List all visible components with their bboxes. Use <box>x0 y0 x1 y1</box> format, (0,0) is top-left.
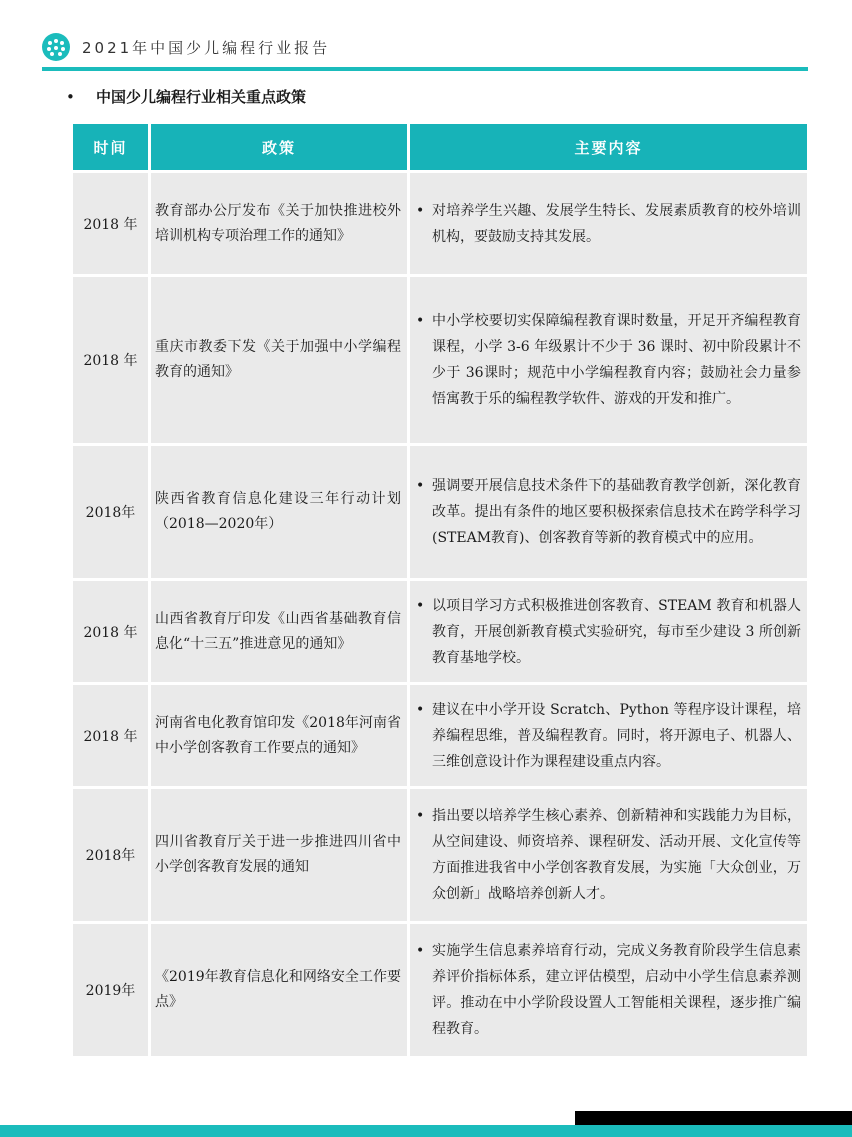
footer-black-bar <box>575 1111 852 1125</box>
row-content <box>410 685 807 786</box>
table-row <box>73 581 807 682</box>
table-header-row <box>73 124 807 170</box>
page-header <box>0 0 852 76</box>
section-title <box>66 86 306 107</box>
section-title-text: 中国少儿编程行业相关重点政策 <box>96 88 307 106</box>
table-row <box>73 173 807 274</box>
row-content <box>410 581 807 682</box>
table-row <box>73 685 807 786</box>
row-policy: 四川省教育厅关于进一步推进四川省中小学创客教育发展的通知 <box>151 789 407 921</box>
list-bullet: • <box>416 943 425 959</box>
row-year: 2018 年 <box>73 173 148 274</box>
row-policy: 《2019年教育信息化和网络安全工作要点》 <box>151 924 407 1056</box>
row-content <box>410 173 807 274</box>
row-content-text: 中小学校要切实保障编程教育课时数量，开足开齐编程教育课程，小学 3-6 年级累计不少于 36 课时、初中阶段累计不少于 36课时；规范中小学编程教育内容；鼓励社会力量参悟寓教于乐的编程教学软件、游戏的开发和推广。 <box>432 313 801 407</box>
report-title: 2021年中国少儿编程行业报告 <box>82 39 331 57</box>
row-year: 2019年 <box>73 924 148 1056</box>
row-content-text: 对培养学生兴趣、发展学生特长、发展素质教育的校外培训机构，要鼓励支持其发展。 <box>432 202 801 245</box>
row-year: 2018年 <box>73 446 148 578</box>
row-year: 2018 年 <box>73 685 148 786</box>
list-bullet: • <box>416 808 425 824</box>
row-content <box>410 277 807 443</box>
footer-teal-bar <box>0 1125 852 1137</box>
table-row <box>73 277 807 443</box>
table-row <box>73 446 807 578</box>
row-content-text: 实施学生信息素养培育行动，完成义务教育阶段学生信息素养评价指标体系，建立评估模型，启动中小学生信息素养测评。推动在中小学阶段设置人工智能相关课程，逐步推广编程教育。 <box>432 943 801 1037</box>
row-content-text: 建议在中小学开设 Scratch、Python 等程序设计课程，培养编程思维，普及编程教育。同时，将开源电子、机器人、三维创意设计作为课程建设重点内容。 <box>432 701 801 770</box>
column-header-content: 主要内容 <box>410 124 807 170</box>
row-policy: 陕西省教育信息化建设三年行动计划（2018—2020年） <box>151 446 407 578</box>
row-content <box>410 446 807 578</box>
table-row <box>73 924 807 1056</box>
row-policy: 河南省电化教育馆印发《2018年河南省中小学创客教育工作要点的通知》 <box>151 685 407 786</box>
list-bullet: • <box>416 202 425 219</box>
row-content-text: 指出要以培养学生核心素养、创新精神和实践能力为目标，从空间建设、师资培养、课程研发、活动开展、文化宣传等方面推进我省中小学创客教育发展，为实施「大众创业，万众创新」战略培养创新人才。 <box>432 808 801 902</box>
list-bullet: • <box>416 597 425 614</box>
column-header-policy: 政策 <box>151 124 407 170</box>
section-bullet: • <box>66 88 75 106</box>
row-policy: 重庆市教委下发《关于加强中小学编程教育的通知》 <box>151 277 407 443</box>
row-policy: 教育部办公厅发布《关于加快推进校外培训机构专项治理工作的通知》 <box>151 173 407 274</box>
row-year: 2018 年 <box>73 277 148 443</box>
column-header-time: 时间 <box>73 124 148 170</box>
table-row <box>73 789 807 921</box>
row-content <box>410 924 807 1056</box>
row-policy: 山西省教育厅印发《山西省基础教育信息化“十三五”推进意见的通知》 <box>151 581 407 682</box>
row-year: 2018 年 <box>73 581 148 682</box>
row-content-text: 以项目学习方式积极推进创客教育、STEAM 教育和机器人教育，开展创新教育模式实验研究，每市至少建设 3 所创新教育基地学校。 <box>432 597 801 666</box>
globe-icon <box>42 33 70 61</box>
row-content-text: 强调要开展信息技术条件下的基础教育教学创新，深化教育改革。提出有条件的地区要积极探索信息技术在跨学科学习(STEAM教育)、创客教育等新的教育模式中的应用。 <box>432 478 801 546</box>
header-divider <box>42 67 808 71</box>
list-bullet: • <box>416 313 425 329</box>
row-year: 2018年 <box>73 789 148 921</box>
row-content <box>410 789 807 921</box>
list-bullet: • <box>416 701 425 718</box>
list-bullet: • <box>416 478 425 494</box>
policy-table <box>70 121 810 1059</box>
